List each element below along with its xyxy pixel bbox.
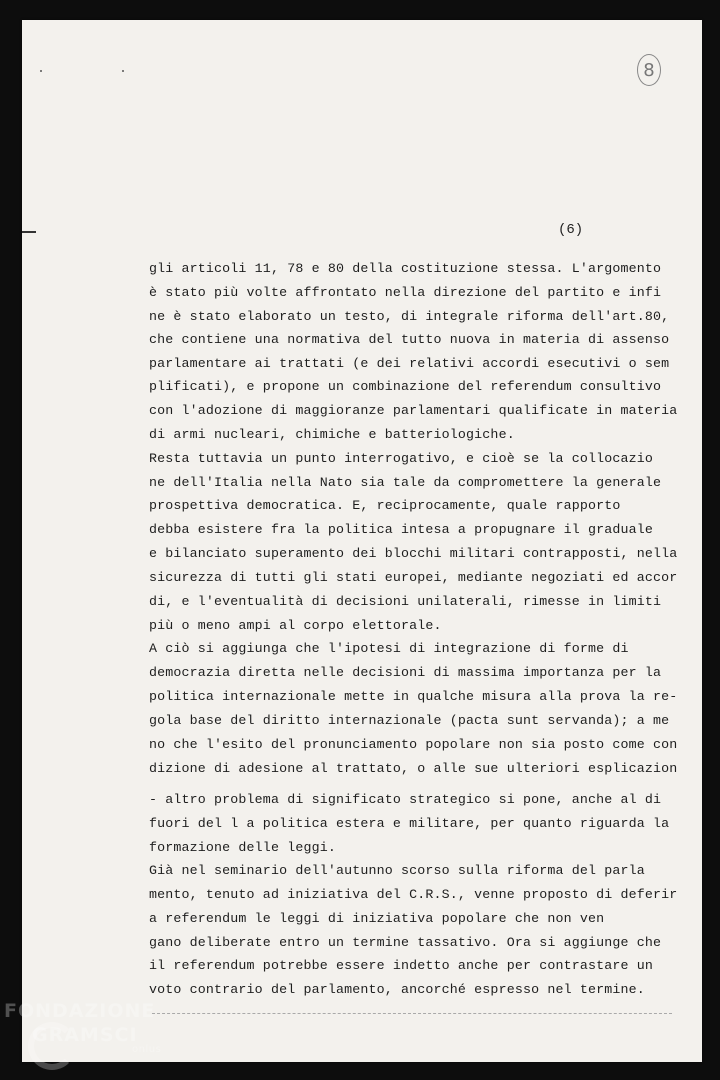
watermark-line1: FONDAZIONE xyxy=(4,1000,156,1022)
text-line: A ciò si aggiunga che l'ipotesi di integrazione di forme di xyxy=(149,641,629,656)
folio-mark: 8 xyxy=(637,54,661,86)
paper-speck xyxy=(40,70,42,72)
text-line: formazione delle leggi. xyxy=(149,840,336,855)
text-line: prospettiva democratica. E, reciprocamente, quale rapporto xyxy=(149,498,621,513)
text-line: - altro problema di significato strategico si pone, anche al di xyxy=(149,792,662,807)
text-line: a referendum le leggi di iniziativa popolare che non ven xyxy=(149,911,605,926)
text-line: gano deliberate entro un termine tassativo. Ora si aggiunge che xyxy=(149,935,662,950)
footer-rule xyxy=(152,1013,672,1014)
paper-speck xyxy=(122,70,124,72)
text-line: e bilanciato superamento dei blocchi militari contrapposti, nella xyxy=(149,546,678,561)
text-line: plificati), e propone un combinazione del referendum consultivo xyxy=(149,379,662,394)
text-line: con l'adozione di maggioranze parlamentari qualificate in materia xyxy=(149,403,678,418)
watermark-line3: onlus xyxy=(132,1044,162,1055)
text-line: ne è stato elaborato un testo, di integrale riforma dell'art.80, xyxy=(149,309,670,324)
text-line: è stato più volte affrontato nella direzione del partito e infi xyxy=(149,285,662,300)
text-line: parlamentare ai trattati (e dei relativi accordi esecutivi o sem xyxy=(149,356,670,371)
watermark-line2: GRAMSCI xyxy=(32,1024,138,1046)
text-line: Già nel seminario dell'autunno scorso sulla riforma del parla xyxy=(149,863,645,878)
text-line: il referendum potrebbe essere indetto anche per contrastare un xyxy=(149,958,654,973)
text-line: voto contrario del parlamento, ancorché espresso nel termine. xyxy=(149,982,645,997)
text-line: dizione di adesione al trattato, o alle sue ulteriori esplicazion xyxy=(149,761,678,776)
text-line: Resta tuttavia un punto interrogativo, e cioè se la collocazio xyxy=(149,451,654,466)
watermark xyxy=(4,1000,161,1055)
document-page xyxy=(22,20,702,1062)
text-line: politica internazionale mette in qualche misura alla prova la re- xyxy=(149,689,678,704)
text-line: no che l'esito del pronunciamento popolare non sia posto come con xyxy=(149,737,678,752)
text-line: che contiene una normativa del tutto nuova in materia di assenso xyxy=(149,332,670,347)
text-line: mento, tenuto ad iniziativa del C.R.S., venne proposto di deferir xyxy=(149,887,678,902)
text-line: debba esistere fra la politica intesa a propugnare il graduale xyxy=(149,522,654,537)
text-line: di armi nucleari, chimiche e batteriologiche. xyxy=(149,427,515,442)
text-line: gola base del diritto internazionale (pacta sunt servanda); a me xyxy=(149,713,670,728)
text-line: gli articoli 11, 78 e 80 della costituzione stessa. L'argomento xyxy=(149,261,662,276)
page-number: (6) xyxy=(558,222,584,238)
text-line: più o meno ampi al corpo elettorale. xyxy=(149,618,442,633)
text-line: sicurezza di tutti gli stati europei, mediante negoziati ed accor xyxy=(149,570,678,585)
text-line: fuori del l a politica estera e militare, per quanto riguarda la xyxy=(149,816,670,831)
margin-tick xyxy=(22,231,36,233)
text-line: democrazia diretta nelle decisioni di massima importanza per la xyxy=(149,665,662,680)
text-line: ne dell'Italia nella Nato sia tale da compromettere la generale xyxy=(149,475,662,490)
text-line: di, e l'eventualità di decisioni unilaterali, rimesse in limiti xyxy=(149,594,662,609)
